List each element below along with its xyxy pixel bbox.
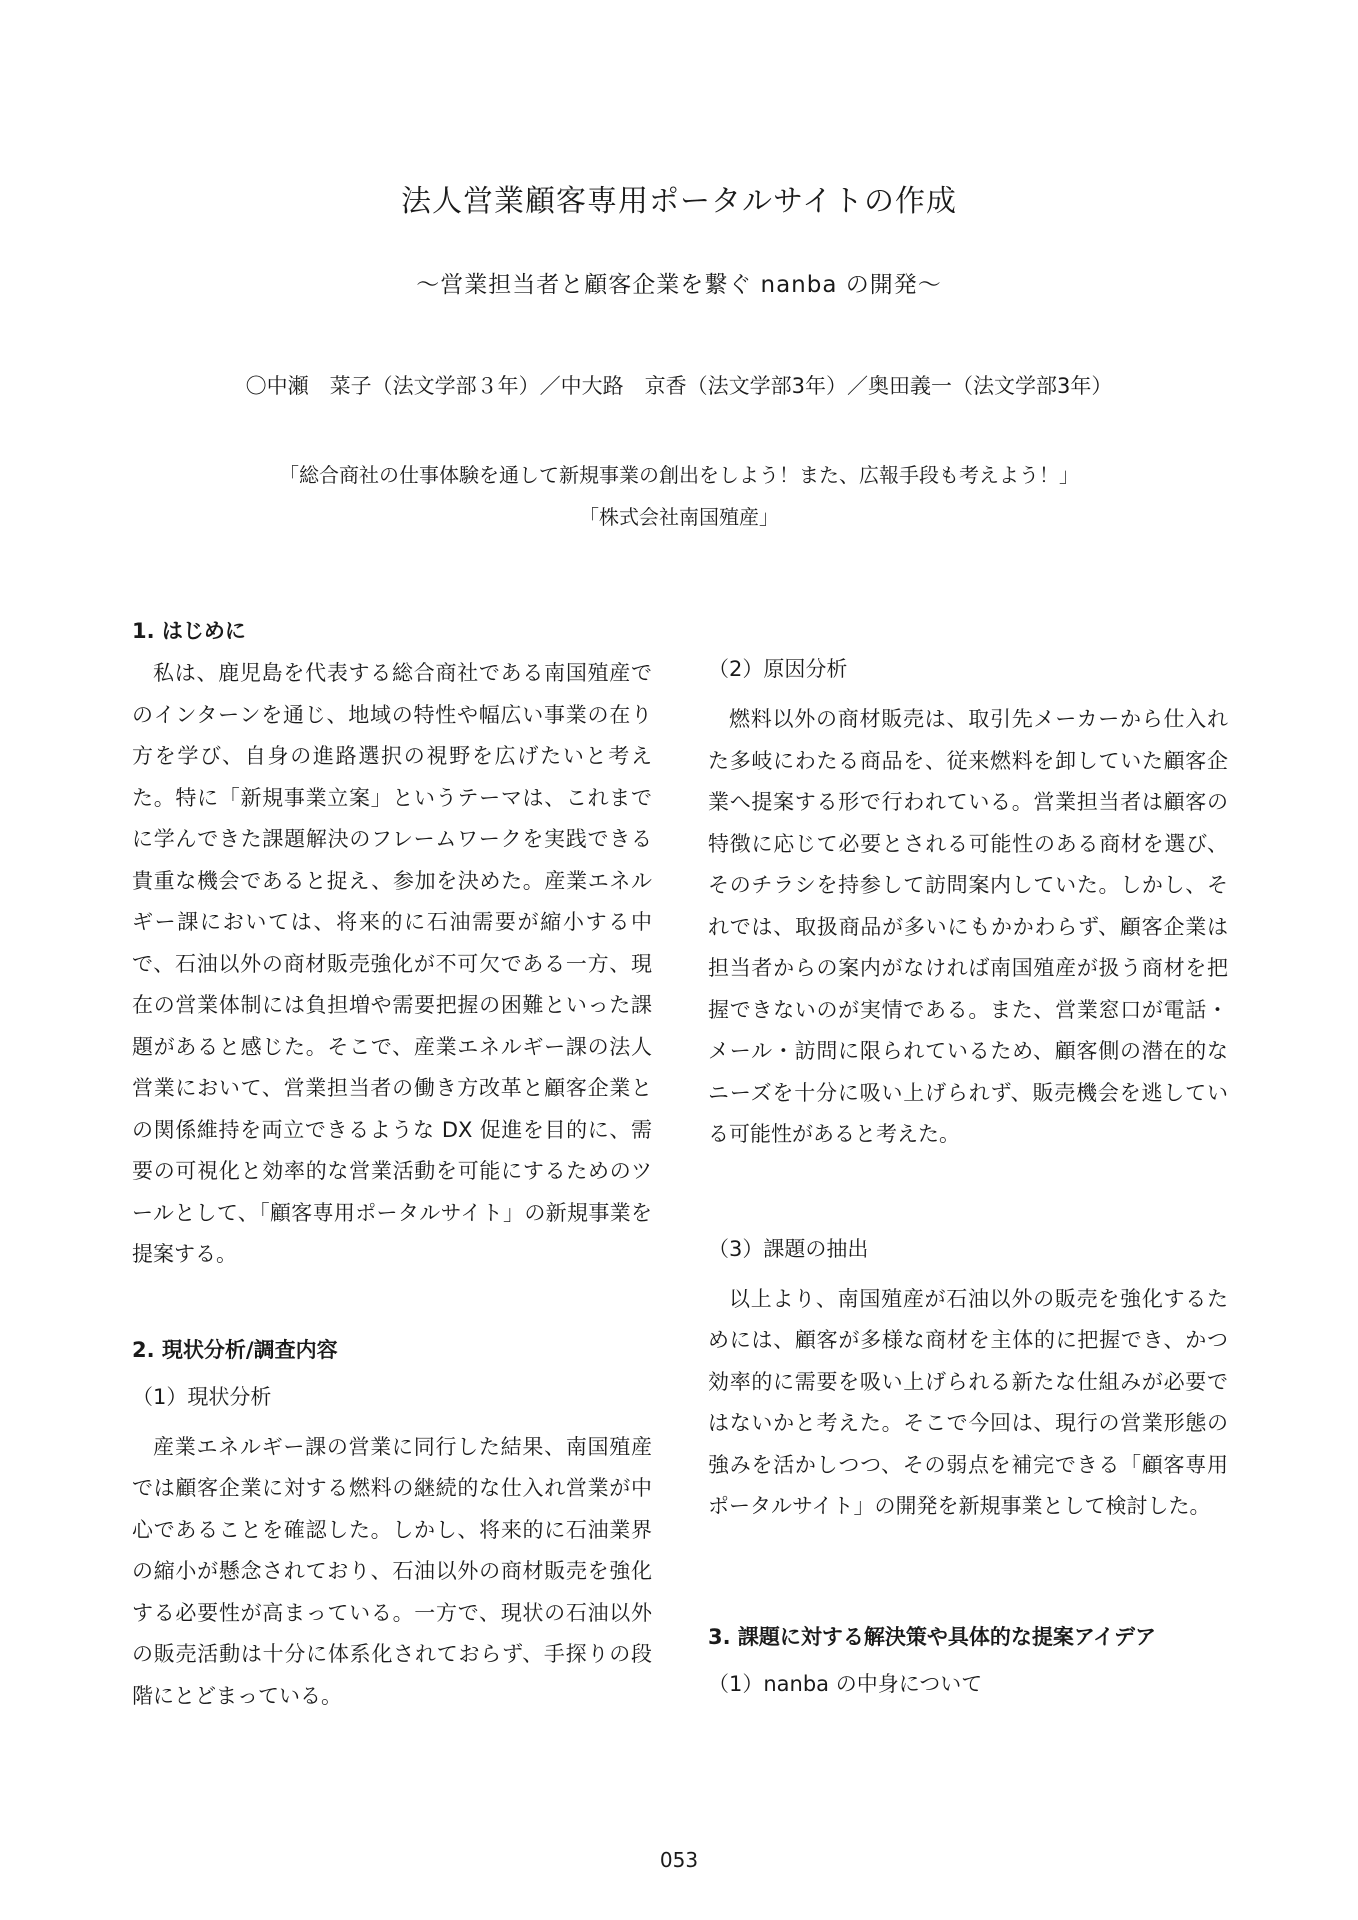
section-1-heading: 1. はじめに <box>132 619 246 643</box>
left-column <box>132 616 652 1717</box>
paper-subtitle: ～営業担当者と顧客企業を繋ぐ nanba の開発～ <box>416 272 942 298</box>
section-2-1-heading: （1）現状分析 <box>132 1384 272 1409</box>
program-theme: 「総合商社の仕事体験を通して新規事業の創出をしよう！また、広報手段も考えよう！」 <box>279 463 1079 487</box>
page-number: 053 <box>659 1848 699 1872</box>
section-3-1-heading: （1）nanba の中身について <box>708 1671 983 1696</box>
paper-title: 法人営業顧客専用ポータルサイトの作成 <box>401 184 957 219</box>
program-company: 「株式会社南国殖産」 <box>579 505 779 529</box>
section-1-body: 私は、鹿児島を代表する総合商社である南国殖産でのインターンを通じ、地域の特性や幅広い事業の在り方を学び、自身の進路選択の視野を広げたいと考えた。特に「新規事業立案」というテーマは、これまでに学んできた課題解決のフレームワークを実践できる貴重な機会であると捉え、参加を決めた。産業エネルギー課においては、将来的に石油需要が縮小する中で、石油以外の商材販売強化が不可欠である一方、現在の営業体制には負担増や需要把握の困難といった課題があると感じた。そこで、産業エネルギー課の法人営業において、営業担当者の働き方改革と顧客企業との関係維持を両立できるような DX 促進を目的に、需要の可視化と効率的な営業活動を可能にするためのツールとして、「顧客専用ポータルサイト」の新規事業を提案する。 <box>132 661 652 1266</box>
right-column <box>708 654 1228 1699</box>
section-3-heading: 3. 課題に対する解決策や具体的な提案アイデア <box>708 1624 1157 1649</box>
section-2-2-heading: （2）原因分析 <box>708 657 848 681</box>
section-2-heading: 2. 現状分析/調査内容 <box>132 1337 338 1362</box>
author-line: 〇中瀬 菜子（法文学部３年）／中大路 京香（法文学部3年）／奥田義一（法文学部3年） <box>245 374 1113 398</box>
section-2-3-body: 以上より、南国殖産が石油以外の販売を強化するためには、顧客が多様な商材を主体的に把握でき、かつ効率的に需要を吸い上げられる新たな仕組みが必要ではないかと考えた。そこで今回は、現行の営業形態の強みを活かしつつ、その弱点を補完できる「顧客専用ポータルサイト」の開発を新規事業として検討した。 <box>708 1286 1228 1518</box>
section-2-2-body: 燃料以外の商材販売は、取引先メーカーから仕入れた多岐にわたる商品を、従来燃料を卸していた顧客企業へ提案する形で行われている。営業担当者は顧客の特徴に応じて必要とされる可能性のある商材を選び、そのチラシを持参して訪問案内していた。しかし、それでは、取扱商品が多いにもかかわらず、顧客企業は担当者からの案内がなければ南国殖産が扱う商材を把握できないのが実情である。また、営業窓口が電話・メール・訪問に限られているため、顧客側の潜在的なニーズを十分に吸い上げられず、販売機会を逃している可能性があると考えた。 <box>708 707 1228 1146</box>
section-2-1-body: 産業エネルギー課の営業に同行した結果、南国殖産では顧客企業に対する燃料の継続的な仕入れ営業が中心であることを確認した。しかし、将来的に石油業界の縮小が懸念されており、石油以外の商材販売を強化する必要性が高まっている。一方で、現状の石油以外の販売活動は十分に体系化されておらず、手探りの段階にとどまっている。 <box>132 1434 652 1708</box>
section-2-3-heading: （3）課題の抽出 <box>708 1236 869 1261</box>
program-info <box>0 454 1358 538</box>
